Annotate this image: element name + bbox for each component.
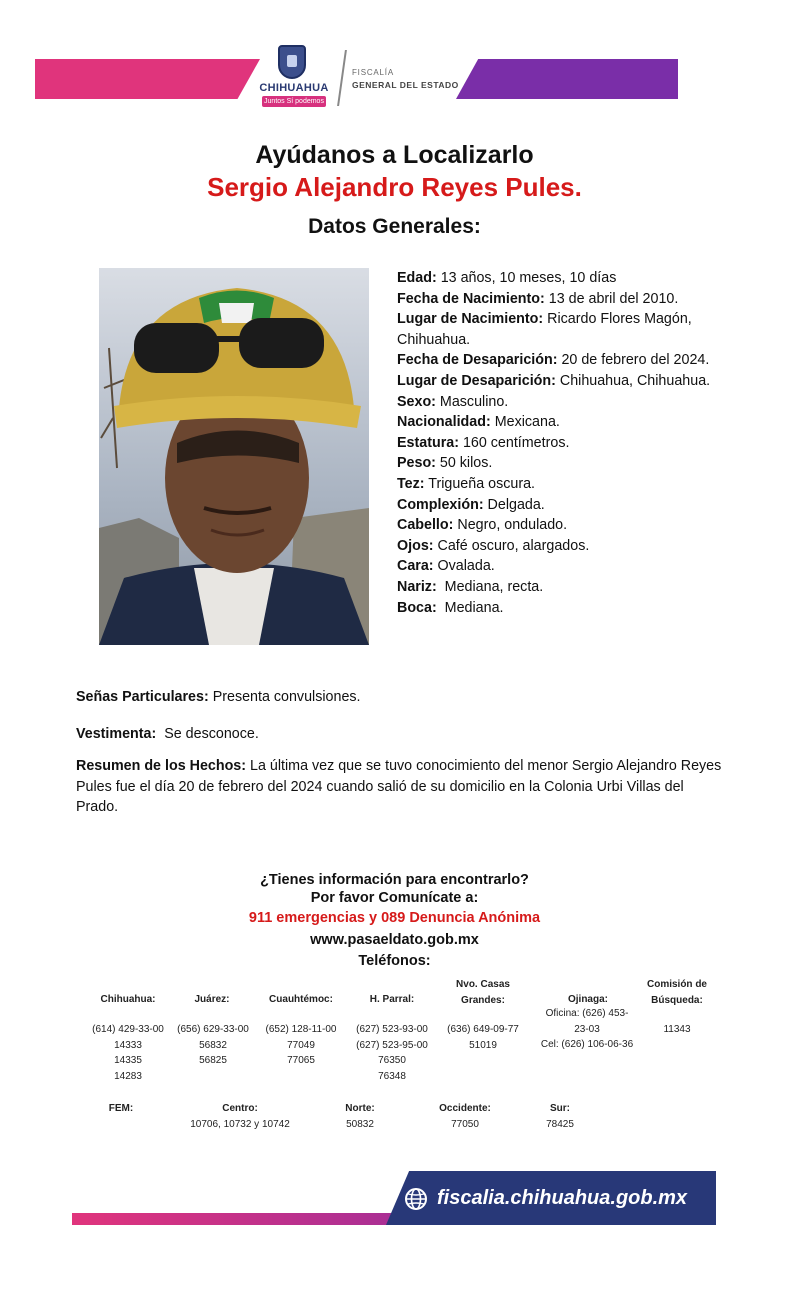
detail-fecha-nacimiento: Fecha de Nacimiento: 13 de abril del 2010. bbox=[397, 290, 679, 307]
phone-numbers-chihuahua: (614) 429-33-00 14333 14335 14283 bbox=[92, 1024, 164, 1082]
fiscalia-name: GENERAL DEL ESTADO bbox=[352, 80, 459, 90]
emergency-numbers: 911 emergencias y 089 Denuncia Anónima bbox=[248, 910, 541, 926]
detail-fecha-desaparicion: Fecha de Desaparición: 20 de febrero del 2024. bbox=[397, 352, 710, 369]
phone-header-ojinaga: Ojinaga: bbox=[567, 994, 608, 1005]
detail-boca: Boca: Mediana. bbox=[397, 599, 504, 616]
phone-numbers-casas-grandes: (636) 649-09-77 51019 bbox=[447, 1024, 519, 1051]
phone-numbers-juarez: (656) 629-33-00 56832 56825 bbox=[177, 1024, 249, 1066]
phone-header-chihuahua: Chihuahua: bbox=[100, 994, 156, 1005]
missing-person-photo bbox=[99, 268, 369, 645]
header-accent-bar-right bbox=[456, 59, 678, 99]
logo-tagline: Juntos Sí podemos bbox=[262, 96, 326, 107]
fiscalia-label: FISCALÍA bbox=[352, 68, 394, 77]
phone-header-comision: Comisión de Búsqueda: bbox=[646, 979, 707, 1006]
phone-numbers-parral: (627) 523-93-00 (627) 523-95-00 76350 76348 bbox=[356, 1024, 428, 1082]
fem-centro: Centro: 10706, 10732 y 10742 bbox=[190, 1103, 290, 1130]
logo-text: CHIHUAHUA bbox=[259, 82, 329, 94]
footer-website-link[interactable]: fiscalia.chihuahua.gob.mx bbox=[437, 1187, 688, 1209]
vestimenta: Vestimenta: Se desconoce. bbox=[76, 726, 259, 742]
shield-icon bbox=[278, 45, 306, 79]
phone-header-casas-grandes: Nvo. Casas Grandes: bbox=[456, 979, 510, 1006]
detail-estatura: Estatura: 160 centímetros. bbox=[397, 434, 570, 451]
fem-norte: Norte: 50832 bbox=[345, 1103, 375, 1130]
detail-complexion: Complexión: Delgada. bbox=[397, 496, 545, 513]
fem-occidente: Occidente: 77050 bbox=[439, 1103, 491, 1130]
detail-tez: Tez: Trigueña oscura. bbox=[397, 475, 536, 492]
person-name: Sergio Alejandro Reyes Pules. bbox=[207, 172, 582, 202]
header-divider bbox=[337, 50, 347, 106]
detail-cabello: Cabello: Negro, ondulado. bbox=[397, 517, 568, 534]
contact-please: Por favor Comunícate a: bbox=[310, 890, 479, 906]
detail-sexo: Sexo: Masculino. bbox=[397, 393, 509, 410]
phone-numbers-cuauhtemoc: (652) 128-11-00 77049 77065 bbox=[265, 1024, 337, 1066]
section-title: Datos Generales: bbox=[308, 215, 481, 238]
phone-header-parral: H. Parral: bbox=[369, 994, 415, 1005]
detail-edad: Edad: 13 años, 10 meses, 10 días bbox=[397, 270, 617, 286]
phones-title: Teléfonos: bbox=[358, 953, 431, 969]
detail-ojos: Ojos: Café oscuro, alargados. bbox=[397, 537, 590, 554]
detail-nariz: Nariz: Mediana, recta. bbox=[397, 578, 544, 595]
phone-numbers-comision: 11343 bbox=[663, 1024, 691, 1035]
website-link[interactable]: www.pasaeldato.gob.mx bbox=[310, 932, 479, 948]
page-title: Ayúdanos a Localizarlo bbox=[255, 141, 534, 169]
general-data-list bbox=[397, 268, 727, 618]
fem-sur: Sur: 78425 bbox=[546, 1103, 574, 1130]
contact-question: ¿Tienes información para encontrarlo? bbox=[260, 872, 529, 888]
detail-lugar-desaparicion: Lugar de Desaparición: Chihuahua, Chihuahua. bbox=[397, 372, 711, 389]
phone-header-juarez: Juárez: bbox=[194, 994, 230, 1005]
detail-lugar-nacimiento: Lugar de Nacimiento: Ricardo Flores Magón, Chihuahua. bbox=[397, 311, 692, 348]
senas-particulares: Señas Particulares: Presenta convulsiones. bbox=[76, 689, 361, 705]
chihuahua-logo bbox=[254, 45, 334, 113]
detail-nacionalidad: Nacionalidad: Mexicana. bbox=[397, 414, 560, 431]
phone-numbers-ojinaga: Oficina: (626) 453- 23-03 Cel: (626) 106-06-36 bbox=[540, 1008, 634, 1050]
globe-icon bbox=[404, 1187, 428, 1211]
detail-cara: Cara: Ovalada. bbox=[397, 558, 495, 575]
resumen-hechos: Resumen de los Hechos: La última vez que se tuvo conocimiento del menor Sergio Alejandro Reyes Pules fue el día 20 de febrero del 2024 cuando salió de su domicilio en la Colonia Urbi Villas del Prado. bbox=[76, 758, 722, 815]
fem-label: FEM: bbox=[108, 1103, 134, 1114]
phone-header-cuauhtemoc: Cuauhtémoc: bbox=[269, 994, 333, 1005]
header-accent-bar-left bbox=[35, 59, 260, 99]
detail-peso: Peso: 50 kilos. bbox=[397, 455, 493, 472]
